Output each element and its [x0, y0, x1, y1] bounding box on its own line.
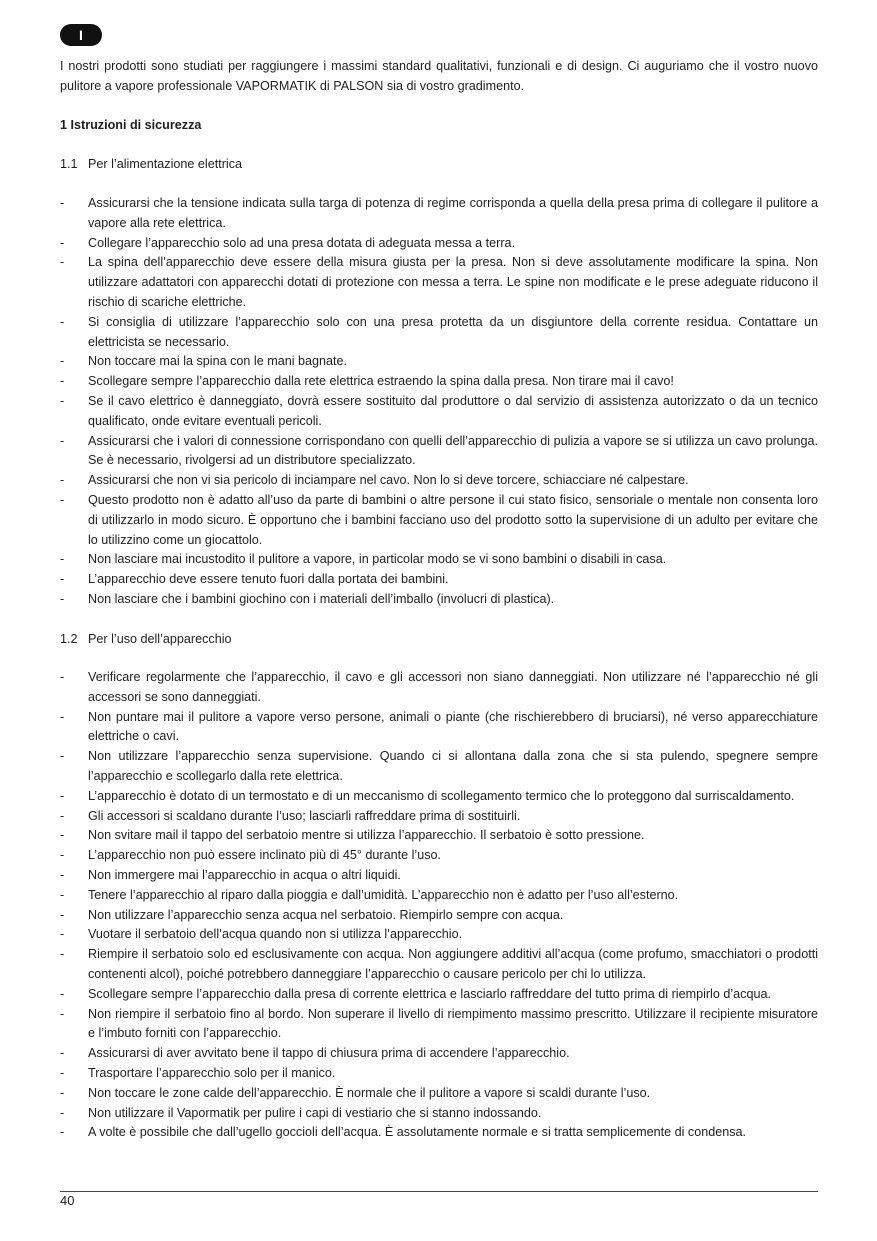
list-item	[60, 985, 818, 1005]
list-item	[60, 372, 818, 392]
bullet-dash: -	[60, 393, 65, 408]
list-item-text: Vuotare il serbatoio dell’acqua quando non si utilizza l’apparecchio.	[88, 927, 463, 942]
list-item-text: Tenere l’apparecchio al riparo dalla pioggia e dall’umidità. L’apparecchio non è adatto per l’uso all’esterno.	[88, 887, 679, 902]
list-item-text: Non toccare mai la spina con le mani bagnate.	[88, 354, 348, 369]
list-item-text: Questo prodotto non è adatto all’uso da parte di bambini o altre persone il cui stato fisico, sensoriale o mentale non consenta loro di utilizzarlo in modo sicuro. È opportuno che i bambini facciano uso del prodotto sotto la supervisione di un adulto per evitare che lo utilizzino come un giocattolo.	[88, 492, 818, 547]
list-item	[60, 807, 818, 827]
list-item	[60, 906, 818, 926]
list-item	[60, 708, 818, 748]
list-item	[60, 432, 818, 472]
bullet-dash: -	[60, 314, 65, 329]
bullet-dash: -	[60, 1006, 65, 1021]
bullet-dash: -	[60, 1085, 65, 1100]
section-title: 1 Istruzioni di sicurezza	[60, 118, 202, 132]
list-item-text: Non lasciare che i bambini giochino con i materiali dell’imballo (involucri di plastica).	[88, 591, 555, 606]
electrical-safety-list	[60, 194, 818, 610]
list-item-text: L’apparecchio non può essere inclinato più di 45° durante l’uso.	[88, 848, 442, 863]
list-item-text: Non puntare mai il pulitore a vapore verso persone, animali o piante (che rischierebbero di bruciarsi), né verso apparecchiature elettriche o cavi.	[88, 709, 818, 744]
bullet-dash: -	[60, 947, 65, 962]
list-item	[60, 590, 818, 610]
bullet-dash: -	[60, 1125, 65, 1140]
bullet-dash: -	[60, 907, 65, 922]
bullet-dash: -	[60, 1065, 65, 1080]
list-item-text: Non utilizzare l’apparecchio senza supervisione. Quando ci si allontana dalla zona che si sta pulendo, spegnere sempre l’apparecchio e scollegarlo dalla rete elettrica.	[88, 749, 818, 783]
list-item	[60, 1104, 818, 1124]
bullet-dash: -	[60, 927, 65, 942]
list-item-text: Non lasciare mai incustodito il pulitore a vapore, in particolar modo se vi sono bambini o disabili in casa.	[88, 552, 667, 567]
bullet-dash: -	[60, 1046, 65, 1061]
list-item	[60, 234, 818, 254]
list-item	[60, 392, 818, 432]
list-item-text: Assicurarsi di aver avvitato bene il tappo di chiusura prima di accendere l’apparecchio.	[88, 1046, 570, 1061]
bullet-dash: -	[60, 572, 65, 587]
list-item	[60, 313, 818, 353]
bullet-dash: -	[60, 670, 65, 684]
list-item	[60, 550, 818, 570]
list-item-text: Assicurarsi che i valori di connessione corrispondano con quelli dell’apparecchio di pulizia a vapore se si utilizza un cavo prolunga. Se è necessario, rivolgersi ad un distributore specializzato.	[88, 433, 818, 468]
list-item	[60, 491, 818, 550]
list-item	[60, 194, 818, 234]
list-item	[60, 1064, 818, 1084]
bullet-dash: -	[60, 235, 65, 250]
list-item-text: Non utilizzare il Vapormatik per pulire i capi di vestiario che si stanno indossando.	[88, 1105, 542, 1120]
list-item-text: La spina dell’apparecchio deve essere della misura giusta per la presa. Non si deve assolutamente modificare la spina. Non utilizzare adattatori con apparecchi dotati di protezione con messa a terra. Le spine non modificate e le prese adeguate riducono il rischio di scariche elettriche.	[88, 255, 818, 309]
list-item	[60, 866, 818, 886]
list-item-text: Scollegare sempre l’apparecchio dalla presa di corrente elettrica e lasciarlo raffreddare del tutto prima di riempirlo d’acqua.	[88, 986, 771, 1001]
bullet-dash: -	[60, 492, 65, 507]
list-item	[60, 747, 818, 787]
bullet-dash: -	[60, 473, 65, 488]
subsection-title: Per l’alimentazione elettrica	[88, 157, 242, 171]
bullet-dash: -	[60, 374, 65, 389]
usage-safety-list	[60, 668, 818, 1143]
list-item-text: Non immergere mai l’apparecchio in acqua o altri liquidi.	[88, 867, 401, 882]
bullet-dash: -	[60, 848, 65, 863]
list-item-text: Riempire il serbatoio solo ed esclusivamente con acqua. Non aggiungere additivi all’acqua (come profumo, smacchiatori o prodotti contenenti alcol), poiché potrebbero danneggiare l’apparecchio o causare pericolo per chi lo utilizza.	[88, 947, 818, 981]
bullet-dash: -	[60, 788, 65, 803]
subsection-1-2	[60, 629, 232, 649]
bullet-dash: -	[60, 591, 65, 606]
list-item-text: A volte è possibile che dall’ugello goccioli dell’acqua. È assolutamente normale e si tratta semplicemente di condensa.	[88, 1125, 747, 1140]
bullet-dash: -	[60, 1105, 65, 1120]
bullet-dash: -	[60, 986, 65, 1001]
bullet-dash: -	[60, 887, 65, 902]
list-item	[60, 352, 818, 372]
subsection-title: Per l’uso dell’apparecchio	[88, 632, 232, 646]
list-item-text: Non riempire il serbatoio fino al bordo. Non superare il livello di riempimento massimo prescritto. Utilizzare il recipiente misuratore e l’imbuto forniti con l’apparecchio.	[88, 1006, 818, 1041]
list-item	[60, 1123, 818, 1143]
list-item-text: Trasportare l’apparecchio solo per il manico.	[88, 1065, 336, 1080]
footer-divider	[60, 1191, 818, 1192]
list-item-text: L’apparecchio deve essere tenuto fuori dalla portata dei bambini.	[88, 572, 449, 587]
list-item-text: Assicurarsi che non vi sia pericolo di inciampare nel cavo. Non lo si deve torcere, schiacciare né calpestare.	[88, 473, 689, 488]
bullet-dash: -	[60, 867, 65, 882]
list-item	[60, 846, 818, 866]
list-item-text: Non toccare le zone calde dell’apparecchio. È normale che il pulitore a vapore si scaldi durante l’uso.	[88, 1085, 651, 1100]
list-item-text: Collegare l’apparecchio solo ad una presa dotata di adeguata messa a terra.	[88, 235, 516, 250]
list-item	[60, 1084, 818, 1104]
bullet-dash: -	[60, 354, 65, 369]
bullet-dash: -	[60, 552, 65, 567]
list-item	[60, 945, 818, 985]
bullet-dash: -	[60, 709, 65, 724]
bullet-dash: -	[60, 828, 65, 843]
page-number: 40	[60, 1193, 75, 1208]
list-item-text: Assicurarsi che la tensione indicata sulla targa di potenza di regime corrisponda a quella della presa prima di collegare il pulitore a vapore alla rete elettrica.	[88, 196, 818, 230]
list-item	[60, 787, 818, 807]
list-item-text: L’apparecchio è dotato di un termostato e di un meccanismo di scollegamento termico che lo proteggono dal surriscaldamento.	[88, 788, 795, 803]
bullet-dash: -	[60, 433, 65, 448]
list-item	[60, 886, 818, 906]
subsection-number: 1.1	[60, 157, 78, 171]
bullet-dash: -	[60, 749, 65, 764]
list-item	[60, 826, 818, 846]
list-item-text: Non svitare mail il tappo del serbatoio mentre si utilizza l’apparecchio. Il serbatoio è sotto pressione.	[88, 828, 645, 843]
list-item	[60, 668, 818, 708]
subsection-number: 1.2	[60, 632, 78, 646]
list-item	[60, 925, 818, 945]
list-item-text: Verificare regolarmente che l’apparecchio, il cavo e gli accessori non siano danneggiati. Non utilizzare né l’apparecchio né gli accessori se sono danneggiati.	[88, 670, 818, 704]
subsection-1-1	[60, 154, 242, 174]
language-badge: I	[60, 24, 102, 46]
list-item	[60, 570, 818, 590]
list-item-text: Si consiglia di utilizzare l’apparecchio solo con una presa protetta da un disgiuntore della corrente residua. Contattare un elettricista se necessario.	[88, 314, 818, 349]
intro-paragraph: I nostri prodotti sono studiati per raggiungere i massimi standard qualitativi, funzionali e di design. Ci auguriamo che il vostro nuovo pulitore a vapore professionale VAPORMATIK di PALSON sia di vostro gradimento.	[60, 59, 818, 93]
list-item-text: Se il cavo elettrico è danneggiato, dovrà essere sostituito dal produttore o dal servizio di assistenza autorizzato o da un tecnico qualificato, onde evitare eventuali pericoli.	[88, 393, 818, 428]
list-item	[60, 471, 818, 491]
bullet-dash: -	[60, 196, 65, 210]
list-item-text: Non utilizzare l’apparecchio senza acqua nel serbatoio. Riempirlo sempre con acqua.	[88, 907, 564, 922]
list-item	[60, 253, 818, 312]
list-item-text: Gli accessori si scaldano durante l’uso; lasciarli raffreddare prima di sostituirli.	[88, 808, 521, 823]
list-item	[60, 1005, 818, 1045]
list-item	[60, 1044, 818, 1064]
bullet-dash: -	[60, 255, 65, 270]
list-item-text: Scollegare sempre l’apparecchio dalla rete elettrica estraendo la spina dalla presa. Non tirare mai il cavo!	[88, 374, 674, 389]
bullet-dash: -	[60, 808, 65, 823]
